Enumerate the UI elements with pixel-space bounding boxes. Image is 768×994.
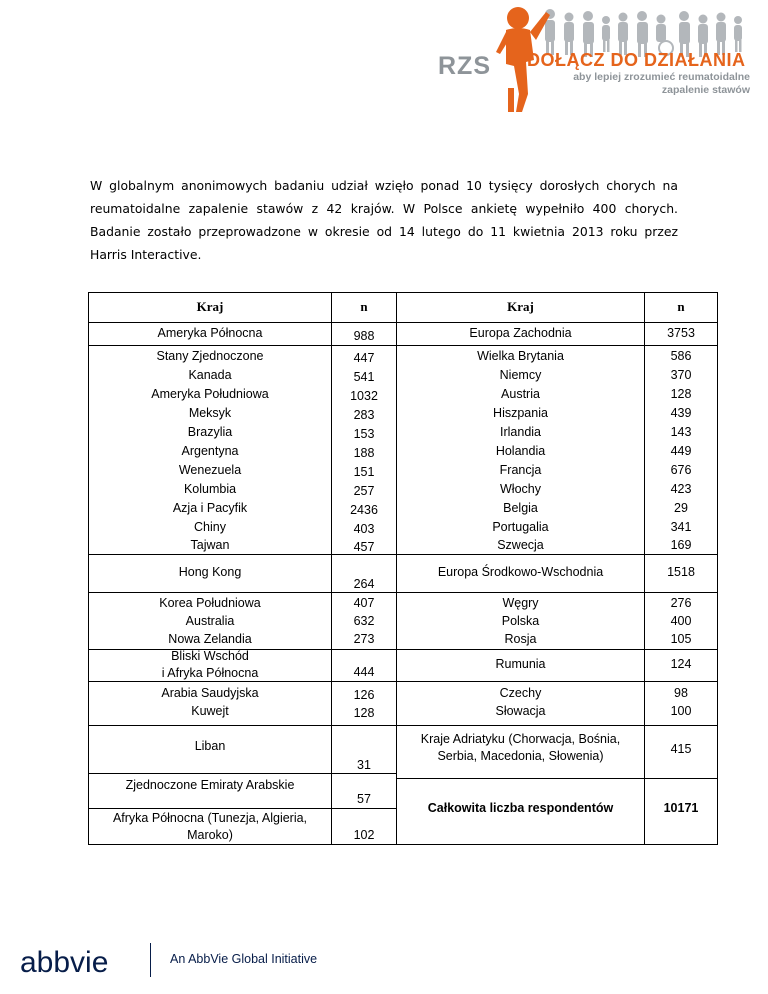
- table-cell-total-n: 10171: [663, 801, 699, 815]
- table-cell-n: 541: [353, 370, 375, 384]
- table-cell-country: Hong Kong: [178, 565, 242, 579]
- table-cell-n: 169: [670, 538, 692, 552]
- table-cell-n: 264: [353, 577, 375, 591]
- table-cell-country: Nowa Zelandia: [168, 632, 252, 646]
- row-rule: [396, 592, 717, 593]
- header-kraj-left: Kraj: [196, 299, 224, 314]
- table-cell-n: 128: [353, 706, 375, 720]
- table-cell-country: Wielka Brytania: [477, 349, 564, 363]
- table-cell-country: Europa Środkowo-Wschodnia: [437, 565, 604, 579]
- table-cell-country: Polska: [501, 614, 540, 628]
- table-cell-n: 31: [357, 758, 371, 772]
- table-cell-country: Hiszpania: [493, 406, 548, 420]
- table-cell-country: Stany Zjednoczone: [156, 349, 264, 363]
- footer-initiative-text: An AbbVie Global Initiative: [170, 952, 318, 966]
- country-line: Kraje Adriatyku (Chorwacja, Bośnia,: [420, 732, 621, 746]
- logo-rzs-text: RZS: [438, 52, 491, 80]
- table-cell-country: Holandia: [495, 444, 546, 458]
- table-cell-country: Portugalia: [492, 520, 549, 534]
- table-cell-n: 126: [353, 688, 375, 702]
- table-cell-n: 341: [670, 520, 692, 534]
- table-cell-country: Niemcy: [499, 368, 542, 382]
- table-cell-country: Rumunia: [495, 657, 546, 671]
- table-cell-country: [89, 648, 331, 682]
- table-cell-n: 273: [353, 632, 375, 646]
- table-cell-n: 676: [670, 463, 692, 477]
- table-cell-country: Zjednoczone Emiraty Arabskie: [125, 778, 295, 792]
- table-cell-country: Korea Południowa: [159, 596, 261, 610]
- logo-title: DOŁĄCZ DO DZIAŁANIA: [527, 50, 746, 70]
- table-cell-n: 632: [353, 614, 375, 628]
- table-cell-n: 29: [674, 501, 688, 515]
- logo-subtitle-line1: aby lepiej zrozumieć reumatoidalne: [573, 71, 750, 83]
- table-cell-n: 449: [670, 444, 692, 458]
- table-cell-n: 257: [353, 484, 375, 498]
- table-cell-n: 457: [353, 540, 375, 554]
- table-cell-n: 400: [670, 614, 692, 628]
- logo-subtitle-line2: zapalenie stawów: [661, 84, 750, 96]
- row-rule: [396, 345, 717, 346]
- table-cell-country: Rosja: [504, 632, 537, 646]
- table-cell-country: Australia: [185, 614, 235, 628]
- row-rule: [89, 725, 396, 726]
- table-cell-n: 988: [353, 329, 375, 343]
- table-cell-country: Irlandia: [500, 425, 541, 439]
- table-cell-country: Francja: [499, 463, 542, 477]
- table-cell-n: 105: [670, 632, 692, 646]
- table-cell-n: 439: [670, 406, 692, 420]
- header-rule: [89, 322, 717, 323]
- table-cell-n: 586: [670, 349, 692, 363]
- table-cell-country: Słowacja: [495, 704, 546, 718]
- table-cell-n: 2436: [350, 503, 378, 517]
- table-cell-n: 423: [670, 482, 692, 496]
- row-rule: [396, 649, 717, 650]
- abbvie-logo: abbvie: [20, 946, 109, 979]
- table-cell-country: Azja i Pacyfik: [172, 501, 248, 515]
- table-cell-n: 407: [353, 596, 375, 610]
- table-cell-n: 57: [357, 792, 371, 806]
- table-cell-country: Meksyk: [188, 406, 232, 420]
- table-cell-n: 1518: [667, 565, 695, 579]
- table-cell-country: Włochy: [500, 482, 541, 496]
- table-cell-n: 1032: [350, 389, 378, 403]
- table-cell-n: 98: [674, 686, 688, 700]
- country-line: Maroko): [187, 828, 233, 842]
- country-line: Bliski Wschód: [171, 649, 249, 663]
- table-cell-n: 283: [353, 408, 375, 422]
- table-cell-country: Chiny: [194, 520, 226, 534]
- row-rule: [396, 681, 717, 682]
- table-cell-n: 188: [353, 446, 375, 460]
- table-cell-n: 370: [670, 368, 692, 382]
- footer-divider: [150, 943, 151, 977]
- table-cell-country: [397, 731, 644, 765]
- table-cell-country: Argentyna: [181, 444, 239, 458]
- table-cell-n: 124: [670, 657, 692, 671]
- table-cell-country: Arabia Saudyjska: [161, 686, 259, 700]
- table-cell-country: Kuwejt: [191, 704, 229, 718]
- table-cell-country: Tajwan: [190, 538, 230, 552]
- table-cell-country: Liban: [194, 739, 226, 753]
- table-cell-country: Węgry: [502, 596, 539, 610]
- country-table: [88, 292, 718, 845]
- header-n-right: n: [677, 299, 685, 314]
- table-cell-n: 403: [353, 522, 375, 536]
- table-cell-total-label: Całkowita liczba respondentów: [427, 801, 614, 815]
- table-cell-n: 276: [670, 596, 692, 610]
- table-cell-n: 153: [353, 427, 375, 441]
- logo-subtitle: [573, 71, 750, 97]
- country-line: i Afryka Północna: [161, 666, 259, 680]
- table-cell-country: Ameryka Północna: [157, 326, 263, 340]
- table-cell-n: 415: [670, 742, 692, 756]
- row-rule: [396, 778, 717, 779]
- table-cell-n: 447: [353, 351, 375, 365]
- table-cell-country: Wenezuela: [178, 463, 242, 477]
- table-cell-country: Europa Zachodnia: [469, 326, 572, 340]
- table-cell-country: Ameryka Południowa: [151, 387, 269, 401]
- table-cell-n: 3753: [667, 326, 695, 340]
- table-cell-country: Czechy: [499, 686, 542, 700]
- intro-paragraph: W globalnym anonimowych badaniu udział wzięło ponad 10 tysięcy dorosłych chorych na reumatoidalne zapalenie stawów z 42 krajów. W Polsce ankietę wypełniło 400 chorych. Badanie zostało przeprowadzone w okresie od 14 lutego do 11 kwietnia 2013 roku przez Harris Interactive.: [90, 178, 678, 262]
- row-rule: [396, 725, 717, 726]
- table-cell-n: 151: [353, 465, 375, 479]
- table-cell-country: [89, 810, 331, 844]
- country-line: Serbia, Macedonia, Słowenia): [437, 749, 604, 763]
- table-cell-n: 143: [670, 425, 692, 439]
- table-cell-country: Belgia: [503, 501, 538, 515]
- table-cell-country: Kanada: [188, 368, 232, 382]
- table-cell-n: 444: [353, 665, 375, 679]
- table-cell-n: 102: [353, 828, 375, 842]
- country-line: Afryka Północna (Tunezja, Algieria,: [112, 811, 308, 825]
- table-cell-country: Szwecja: [497, 538, 544, 552]
- table-cell-country: Brazylia: [187, 425, 233, 439]
- header-n-left: n: [360, 299, 368, 314]
- table-cell-country: Austria: [501, 387, 540, 401]
- header-kraj-right: Kraj: [507, 299, 534, 314]
- table-cell-n: 100: [670, 704, 692, 718]
- table-cell-n: 128: [670, 387, 692, 401]
- table-cell-country: Kolumbia: [183, 482, 237, 496]
